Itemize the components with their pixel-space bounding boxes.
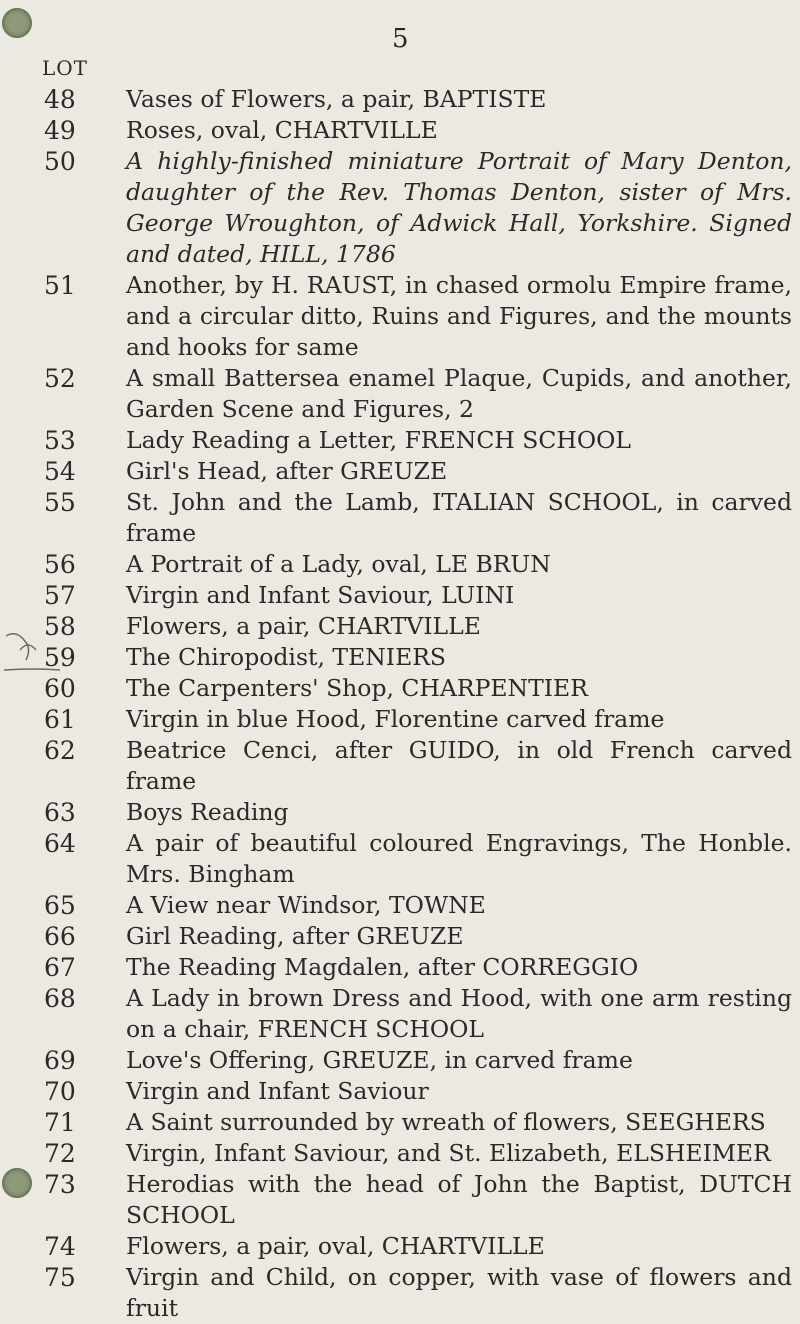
lot-entry	[0, 797, 800, 828]
lot-number: 49	[44, 116, 76, 145]
lot-description: Girl Reading, after GREUZE	[126, 922, 464, 950]
lot-number: 52	[44, 364, 76, 393]
lot-entry	[0, 921, 800, 952]
lot-number: 53	[44, 426, 76, 455]
lot-description: Vases of Flowers, a pair, BAPTISTE	[126, 85, 547, 113]
lot-number: 55	[44, 488, 76, 517]
lot-number: 74	[44, 1232, 76, 1261]
lot-number: 50	[44, 147, 76, 176]
lot-number: 57	[44, 581, 76, 610]
lot-entry	[0, 487, 800, 549]
lot-entry	[0, 828, 800, 890]
lot-description: A highly-finished miniature Portrait of Mary Denton, daughter of the Rev. Thomas Denton, sister of Mrs. George Wroughton, of Adwick Hall, Yorkshire. Signed and dated, HILL, 1786	[126, 147, 792, 268]
lot-description: Virgin and Infant Saviour	[126, 1077, 429, 1105]
lot-column-header: LOT	[42, 56, 89, 80]
lot-number: 48	[44, 85, 76, 114]
lot-entry	[0, 735, 800, 797]
lot-number: 60	[44, 674, 76, 703]
lot-entry	[0, 983, 800, 1045]
lot-description: A Portrait of a Lady, oval, LE BRUN	[126, 550, 551, 578]
lot-entry	[0, 1107, 800, 1138]
lot-description: A pair of beautiful coloured Engravings, The Honble. Mrs. Bingham	[126, 829, 792, 888]
lot-entry	[0, 642, 800, 673]
lot-entry	[0, 1045, 800, 1076]
lot-description: Virgin and Child, on copper, with vase of flowers and fruit	[126, 1263, 792, 1322]
lot-number: 56	[44, 550, 76, 579]
punch-hole	[2, 8, 32, 38]
lot-number: 73	[44, 1170, 76, 1199]
lot-description: Love's Offering, GREUZE, in carved frame	[126, 1046, 633, 1074]
page-number: 5	[392, 24, 409, 54]
lot-entry	[0, 115, 800, 146]
lot-number: 58	[44, 612, 76, 641]
lot-number: 75	[44, 1263, 76, 1292]
lot-description: Flowers, a pair, CHARTVILLE	[126, 612, 481, 640]
lot-number: 62	[44, 736, 76, 765]
lot-number: 67	[44, 953, 76, 982]
lot-description: Virgin and Infant Saviour, LUINI	[126, 581, 515, 609]
lot-description: The Carpenters' Shop, CHARPENTIER	[126, 674, 588, 702]
lot-entry	[0, 1138, 800, 1169]
lot-entry	[0, 146, 800, 270]
lot-number: 59	[44, 643, 76, 672]
lot-entry	[0, 549, 800, 580]
lot-number: 69	[44, 1046, 76, 1075]
lot-number: 54	[44, 457, 76, 486]
lot-number: 64	[44, 829, 76, 858]
lot-description: A Saint surrounded by wreath of flowers, SEEGHERS	[126, 1108, 766, 1136]
lot-entry	[0, 611, 800, 642]
lot-description: The Reading Magdalen, after CORREGGIO	[126, 953, 639, 981]
lot-entry	[0, 456, 800, 487]
lot-description: Boys Reading	[126, 798, 289, 826]
lot-description: The Chiropodist, TENIERS	[126, 643, 447, 671]
lot-entry	[0, 84, 800, 115]
lot-description: Virgin, Infant Saviour, and St. Elizabeth, ELSHEIMER	[126, 1139, 771, 1167]
lot-description: A Lady in brown Dress and Hood, with one arm resting on a chair, FRENCH SCHOOL	[126, 984, 792, 1043]
lot-description: A View near Windsor, TOWNE	[126, 891, 486, 919]
lot-entry	[0, 1262, 800, 1324]
lot-description: Virgin in blue Hood, Florentine carved frame	[126, 705, 665, 733]
lot-description: Herodias with the head of John the Baptist, DUTCH SCHOOL	[126, 1170, 792, 1229]
lot-entry	[0, 952, 800, 983]
lot-entry	[0, 890, 800, 921]
lot-description: Beatrice Cenci, after GUIDO, in old French carved frame	[126, 736, 792, 795]
lot-description: Lady Reading a Letter, FRENCH SCHOOL	[126, 426, 631, 454]
lot-number: 66	[44, 922, 76, 951]
lot-number: 72	[44, 1139, 76, 1168]
lot-entry	[0, 363, 800, 425]
lot-number: 65	[44, 891, 76, 920]
lot-list	[0, 84, 800, 1324]
lot-number: 70	[44, 1077, 76, 1106]
lot-description: Flowers, a pair, oval, CHARTVILLE	[126, 1232, 545, 1260]
lot-description: St. John and the Lamb, ITALIAN SCHOOL, in carved frame	[126, 488, 792, 547]
lot-number: 61	[44, 705, 76, 734]
lot-entry	[0, 270, 800, 363]
lot-description: A small Battersea enamel Plaque, Cupids, and another, Garden Scene and Figures, 2	[126, 364, 792, 423]
lot-number: 71	[44, 1108, 76, 1137]
lot-number: 68	[44, 984, 76, 1013]
lot-entry	[0, 1169, 800, 1231]
lot-description: Another, by H. RAUST, in chased ormolu Empire frame, and a circular ditto, Ruins and Figures, and the mounts and hooks for same	[126, 271, 792, 361]
lot-description: Girl's Head, after GREUZE	[126, 457, 448, 485]
lot-entry	[0, 1231, 800, 1262]
lot-entry	[0, 673, 800, 704]
lot-number: 51	[44, 271, 76, 300]
lot-entry	[0, 704, 800, 735]
lot-entry	[0, 425, 800, 456]
lot-description: Roses, oval, CHARTVILLE	[126, 116, 438, 144]
lot-number: 63	[44, 798, 76, 827]
lot-entry	[0, 580, 800, 611]
lot-entry	[0, 1076, 800, 1107]
